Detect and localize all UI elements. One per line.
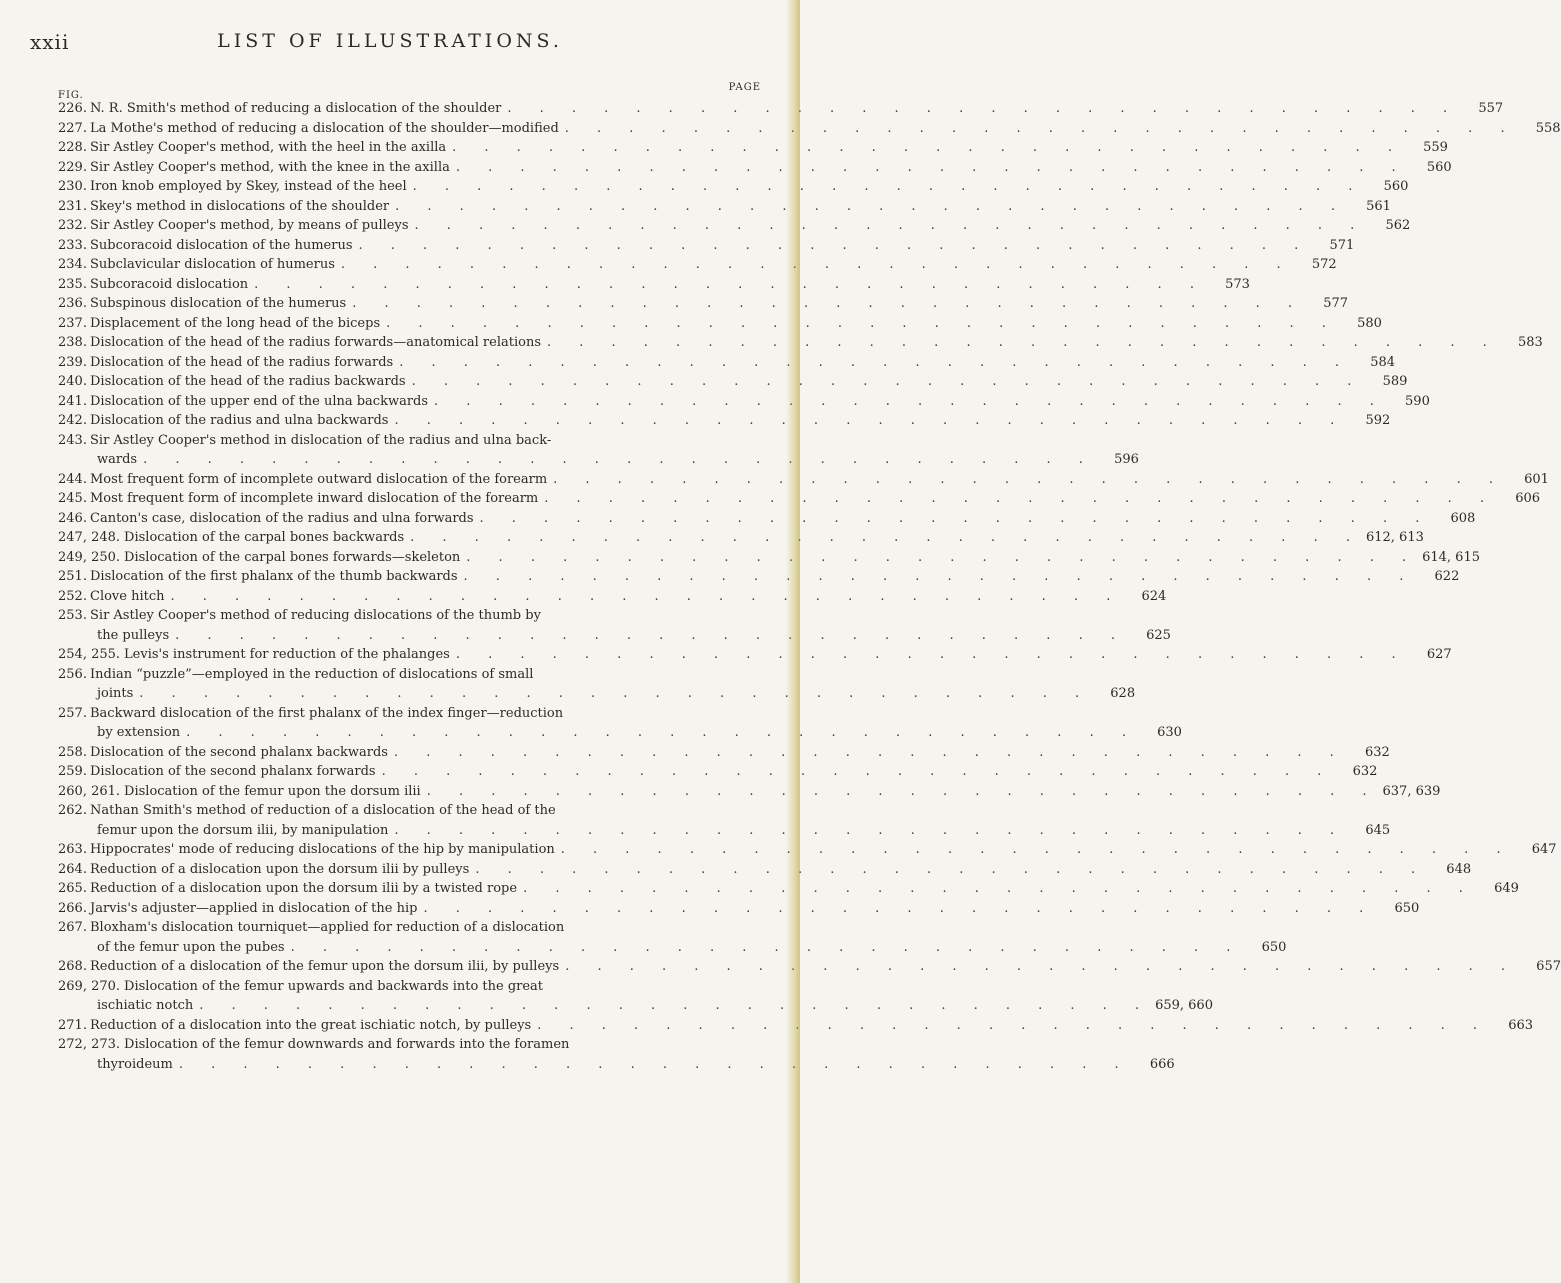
page-header: [30, 28, 750, 58]
page-reference: 627: [1426, 647, 1452, 662]
figure-number: 227.: [58, 120, 87, 136]
list-item: [58, 296, 1349, 316]
list-item-line: [58, 510, 1476, 531]
figure-number: 252.: [58, 588, 87, 604]
dot-leader: [353, 238, 1311, 253]
list-item-line: [58, 1037, 761, 1057]
dot-leader: [248, 277, 1206, 292]
page-reference: 583: [1517, 335, 1543, 350]
list-item: [58, 159, 1452, 180]
list-item: [58, 588, 1167, 609]
list-item-line: [58, 706, 761, 726]
page-reference: 666: [1149, 1056, 1175, 1072]
figure-caption: Jarvis's adjuster—applied in dislocation of the hip: [90, 900, 418, 916]
figure-caption: Reduction of a dislocation into the great ischiatic notch, by pulleys: [90, 1017, 532, 1033]
list-item: [58, 666, 1136, 706]
figure-caption: Hippocrates' mode of reducing dislocations of the hip by manipulation: [90, 842, 555, 857]
figure-number: 231.: [58, 198, 87, 214]
figure-number: 237.: [58, 315, 87, 331]
page-reference: 577: [1323, 296, 1349, 311]
list-item-line: [58, 276, 1250, 297]
figure-caption: the pulleys: [97, 627, 170, 643]
list-item: [58, 491, 1541, 511]
figure-caption: Dislocation of the radius and ulna backwards: [90, 413, 389, 428]
figure-number: 266.: [58, 900, 87, 916]
figure-caption: Dislocation of the first phalanx of the thumb backwards: [90, 569, 458, 584]
page-reference: 663: [1508, 1017, 1534, 1033]
list-item-line: [58, 120, 1561, 141]
dot-leader: [376, 764, 1334, 779]
page-reference: 625: [1146, 627, 1171, 643]
figure-number: 226.: [58, 101, 87, 116]
page-reference: 628: [1110, 686, 1136, 701]
figure-number: 233.: [58, 237, 87, 253]
page-reference: 649: [1494, 881, 1519, 896]
list-item: [58, 257, 1337, 277]
figure-caption: Dislocation of the head of the radius forwards—anatomical relations: [90, 335, 541, 350]
dot-leader: [409, 218, 1367, 233]
dot-leader: [428, 394, 1386, 409]
page-reference: 606: [1515, 491, 1541, 506]
list-item-line: [58, 667, 761, 687]
figure-caption: Dislocation of the upper end of the ulna backwards: [90, 393, 429, 409]
list-item: [58, 140, 1448, 160]
dot-leader: [388, 413, 1346, 428]
figure-caption: Nathan Smith's method of reduction of a dislocation of the head of the: [90, 803, 556, 818]
dot-leader: [393, 355, 1351, 370]
figure-caption: Dislocation of the second phalanx forwards: [90, 764, 376, 779]
figure-number: 229.: [58, 159, 87, 175]
list-item-line: [58, 822, 1391, 843]
figure-caption: Dislocation of the femur downwards and forwards into the foramen: [124, 1037, 570, 1052]
page-reference: 572: [1311, 257, 1337, 272]
figure-caption: thyroideum: [97, 1056, 173, 1072]
page-reference: 601: [1524, 471, 1549, 487]
figure-caption: Subspinous dislocation of the humerus: [90, 296, 347, 311]
figure-number: 234.: [58, 257, 87, 272]
page-reference: 596: [1114, 452, 1139, 467]
list-item: [58, 842, 1557, 862]
figure-caption: Iron knob employed by Skey, instead of the heel: [90, 179, 407, 194]
list-item: [58, 374, 1408, 394]
list-item-line: [58, 237, 1355, 258]
list-item: [58, 959, 1561, 979]
list-item: [58, 335, 1543, 355]
figure-caption: Reduction of a dislocation upon the dorsum ilii by a twisted rope: [90, 881, 518, 896]
figure-number: 253.: [58, 608, 87, 623]
dot-leader: [417, 901, 1375, 916]
list-item: [58, 510, 1476, 531]
list-item: [58, 900, 1420, 921]
list-item: [58, 530, 1424, 550]
figure-number: 230.: [58, 179, 87, 194]
dot-leader: [531, 1018, 1489, 1033]
list-item-line: [58, 686, 1136, 706]
dot-leader: [173, 1057, 1131, 1072]
figure-number: 246.: [58, 510, 87, 526]
page-reference: 657: [1536, 959, 1561, 974]
dot-leader: [169, 628, 1127, 643]
page-reference: 647: [1531, 842, 1557, 857]
dot-leader: [346, 296, 1304, 311]
figure-caption: Sir Astley Cooper's method, with the knee in the axilla: [90, 159, 450, 175]
fig-column-label: FIG.: [58, 90, 84, 101]
figure-number: 258.: [58, 744, 87, 760]
figure-number: 268.: [58, 959, 87, 974]
dot-leader: [559, 121, 1517, 136]
dot-leader: [460, 550, 1418, 565]
dot-leader: [389, 199, 1347, 214]
list-item-line: [58, 725, 1182, 745]
figure-number: 238.: [58, 335, 87, 350]
figure-number: 264.: [58, 861, 87, 877]
list-item: [58, 744, 1390, 765]
list-item-line: [58, 803, 761, 823]
list-item-line: [58, 959, 1561, 979]
list-item: [58, 276, 1250, 297]
figure-caption: femur upon the dorsum ilii, by manipulation: [97, 822, 389, 838]
dot-leader: [538, 491, 1496, 506]
list-item: [58, 705, 1182, 745]
dot-leader: [446, 140, 1404, 155]
figure-number: 251.: [58, 569, 87, 584]
page-reference: 573: [1225, 276, 1250, 292]
page-reference: 630: [1157, 725, 1182, 740]
list-item: [58, 881, 1519, 901]
list-item-line: [58, 1056, 1175, 1077]
list-item-line: [58, 861, 1472, 882]
list-item-line: [58, 257, 1337, 277]
list-item: [58, 764, 1378, 784]
list-item-line: [58, 588, 1167, 609]
list-item-line: [58, 764, 1378, 784]
list-item-line: [58, 744, 1390, 765]
figure-caption: Dislocation of the second phalanx backwards: [90, 744, 388, 760]
list-item: [58, 413, 1391, 433]
list-item-line: [58, 433, 761, 453]
figure-caption: Displacement of the long head of the biceps: [90, 315, 381, 331]
figure-caption: Skey's method in dislocations of the shoulder: [90, 198, 390, 214]
figure-number: 244.: [58, 471, 87, 487]
list-item: [58, 218, 1411, 238]
list-item-line: [58, 627, 1171, 648]
page-reference: 559: [1423, 140, 1448, 155]
figure-number: 240.: [58, 374, 87, 389]
page-reference: 561: [1366, 198, 1391, 214]
list-item-line: [58, 101, 1504, 121]
list-item-line: [58, 783, 1441, 804]
page-reference: 589: [1382, 374, 1408, 389]
figure-caption: joints: [97, 686, 134, 701]
figure-caption: La Mothe's method of reducing a dislocation of the shoulder—modified: [90, 120, 559, 136]
illustrations-list: [58, 101, 1561, 1076]
figure-number: 265.: [58, 881, 87, 896]
dot-leader: [517, 881, 1475, 896]
page-reference: 571: [1329, 237, 1355, 253]
figure-caption: Subclavicular dislocation of humerus: [90, 257, 335, 272]
figure-number: 254, 255.: [58, 647, 121, 662]
page-reference: 637, 639: [1382, 783, 1441, 799]
dot-leader: [421, 784, 1379, 799]
dot-leader: [458, 569, 1416, 584]
list-item-line: [58, 374, 1408, 394]
figure-number: 259.: [58, 764, 87, 779]
figure-number: 241.: [58, 393, 87, 409]
figure-caption: Bloxham's dislocation tourniquet—applied for reduction of a dislocation: [90, 920, 565, 935]
dot-leader: [450, 160, 1408, 175]
page-reference: 650: [1394, 900, 1420, 916]
dot-leader: [137, 452, 1095, 467]
dot-leader: [404, 530, 1362, 545]
figure-number: 247, 248.: [58, 530, 121, 545]
list-item-line: [58, 315, 1382, 336]
list-item: [58, 647, 1452, 667]
list-item-line: [58, 939, 1287, 960]
list-item-line: [58, 881, 1519, 901]
figure-caption: Dislocation of the carpal bones forwards—skeleton: [124, 549, 461, 565]
figure-caption: Canton's case, dislocation of the radius and ulna forwards: [90, 510, 474, 526]
list-item: [58, 783, 1441, 804]
list-item: [58, 978, 1213, 1018]
list-item-line: [58, 452, 1139, 472]
page-reference: 562: [1385, 218, 1411, 233]
list-item: [58, 569, 1460, 589]
dot-leader: [388, 745, 1346, 760]
figure-number: 262.: [58, 803, 87, 818]
figure-number: 236.: [58, 296, 87, 311]
list-item-line: [58, 140, 1448, 160]
figure-caption: Levis's instrument for reduction of the phalanges: [124, 647, 450, 662]
figure-caption: ischiatic notch: [97, 998, 194, 1013]
list-item-line: [58, 218, 1411, 238]
figure-caption: Dislocation of the femur upwards and backwards into the great: [124, 978, 544, 994]
page-reference: 632: [1364, 744, 1390, 760]
list-item: [58, 1037, 1175, 1076]
figure-caption: by extension: [97, 725, 181, 740]
list-item: [58, 120, 1561, 141]
page-reference: 560: [1426, 159, 1452, 175]
figure-caption: Dislocation of the femur upon the dorsum ilii: [124, 783, 421, 799]
page-reference: 632: [1352, 764, 1378, 779]
list-item: [58, 920, 1287, 959]
list-item-line: [58, 647, 1452, 667]
list-item-line: [58, 608, 761, 628]
page-reference: 612, 613: [1365, 530, 1424, 545]
list-item-line: [58, 549, 1480, 570]
dot-leader: [469, 862, 1427, 877]
list-item-line: [58, 296, 1349, 316]
figure-number: 260, 261.: [58, 783, 121, 799]
page-reference: 650: [1261, 939, 1287, 955]
list-item: [58, 315, 1382, 336]
dot-leader: [501, 101, 1459, 116]
dot-leader: [380, 316, 1338, 331]
figure-number: 256.: [58, 666, 87, 682]
list-item-line: [58, 413, 1391, 433]
list-item: [58, 471, 1549, 492]
page-reference: 608: [1450, 510, 1476, 526]
dot-leader: [450, 647, 1408, 662]
page-reference: 558: [1535, 120, 1561, 136]
dot-leader: [406, 374, 1364, 389]
figure-caption: Reduction of a dislocation upon the dorsum ilii by pulleys: [90, 861, 470, 877]
figure-number: 245.: [58, 491, 87, 506]
figure-caption: Most frequent form of incomplete outward dislocation of the forearm: [90, 471, 548, 487]
figure-caption: Dislocation of the head of the radius backwards: [90, 374, 406, 389]
page-reference: 659, 660: [1155, 998, 1213, 1013]
list-item-line: [58, 979, 761, 999]
running-title: LIST OF ILLUSTRATIONS.: [217, 30, 563, 52]
list-item: [58, 608, 1171, 647]
figure-caption: Subcoracoid dislocation of the humerus: [90, 237, 353, 253]
list-item-line: [58, 335, 1543, 355]
page-column-label: PAGE: [728, 82, 761, 93]
figure-caption: Sir Astley Cooper's method in dislocation of the radius and ulna back-: [90, 432, 552, 448]
list-item-line: [58, 530, 1424, 550]
figure-number: 239.: [58, 354, 87, 370]
list-item-line: [58, 920, 761, 940]
list-item: [58, 861, 1472, 882]
figure-caption: Sir Astley Cooper's method, by means of pulleys: [90, 218, 409, 233]
list-item-line: [58, 569, 1460, 589]
list-item: [58, 354, 1396, 375]
figure-number: 263.: [58, 842, 87, 857]
figure-caption: Most frequent form of incomplete inward dislocation of the forearm: [90, 491, 539, 506]
list-item: [58, 179, 1409, 199]
list-item: [58, 549, 1480, 570]
dot-leader: [407, 179, 1365, 194]
figure-caption: Dislocation of the head of the radius forwards: [90, 354, 394, 370]
dot-leader: [547, 472, 1505, 487]
page-reference: 624: [1141, 588, 1167, 604]
figure-number: 228.: [58, 140, 87, 155]
list-item-line: [58, 842, 1557, 862]
page-reference: 614, 615: [1422, 549, 1480, 565]
page-edge: [786, 0, 800, 1283]
list-item-line: [58, 179, 1409, 199]
figure-caption: Subcoracoid dislocation: [90, 276, 249, 292]
list-item: [58, 1017, 1534, 1038]
figure-caption: wards: [97, 452, 138, 467]
list-item-line: [58, 393, 1430, 414]
figure-number: 242.: [58, 413, 87, 428]
dot-leader: [193, 998, 1151, 1013]
figure-number: 235.: [58, 276, 87, 292]
list-item-line: [58, 998, 1213, 1018]
figure-caption: N. R. Smith's method of reducing a dislocation of the shoulder: [90, 101, 502, 116]
page-number: xxii: [30, 30, 70, 54]
figure-caption: Dislocation of the carpal bones backwards: [124, 530, 405, 545]
list-item-line: [58, 491, 1541, 511]
figure-number: 269, 270.: [58, 978, 121, 994]
figure-caption: Backward dislocation of the first phalanx of the index finger—reduction: [90, 705, 564, 721]
figure-caption: Clove hitch: [90, 588, 165, 604]
page-reference: 584: [1370, 354, 1396, 370]
page-reference: 622: [1434, 569, 1460, 584]
figure-number: 243.: [58, 432, 87, 448]
list-item-line: [58, 198, 1391, 219]
figure-number: 272, 273.: [58, 1037, 121, 1052]
list-item-line: [58, 900, 1420, 921]
list-item: [58, 198, 1391, 219]
figure-caption: Indian “puzzle”—employed in the reduction of dislocations of small: [90, 666, 534, 682]
dot-leader: [541, 335, 1499, 350]
dot-leader: [133, 686, 1091, 701]
column-labels: [58, 82, 761, 102]
figure-caption: Sir Astley Cooper's method of reducing dislocations of the thumb by: [90, 608, 541, 623]
figure-number: 267.: [58, 920, 87, 935]
list-item: [58, 393, 1430, 414]
page-reference: 648: [1446, 861, 1472, 877]
dot-leader: [285, 940, 1243, 955]
figure-number: 271.: [58, 1017, 87, 1033]
list-item: [58, 803, 1391, 842]
figure-number: 232.: [58, 218, 87, 233]
dot-leader: [474, 511, 1432, 526]
dot-leader: [559, 959, 1517, 974]
page-reference: 645: [1365, 822, 1391, 838]
figure-caption: Reduction of a dislocation of the femur upon the dorsum ilii, by pulleys: [90, 959, 560, 974]
page-reference: 592: [1365, 413, 1391, 428]
list-item: [58, 432, 1139, 472]
list-item-line: [58, 354, 1396, 375]
list-item-line: [58, 471, 1549, 492]
list-item: [58, 101, 1504, 121]
dot-leader: [180, 725, 1138, 740]
page-reference: 560: [1383, 179, 1409, 194]
page-reference: 580: [1357, 315, 1382, 331]
list-item-line: [58, 1017, 1534, 1038]
dot-leader: [388, 823, 1346, 838]
dot-leader: [165, 589, 1123, 604]
figure-number: 257.: [58, 705, 87, 721]
figure-caption: of the femur upon the pubes: [97, 939, 285, 955]
page-reference: 590: [1405, 393, 1430, 409]
dot-leader: [335, 257, 1293, 272]
dot-leader: [555, 842, 1513, 857]
list-item-line: [58, 159, 1452, 180]
list-item: [58, 237, 1355, 258]
figure-number: 249, 250.: [58, 549, 121, 565]
page-reference: 557: [1478, 101, 1504, 116]
figure-caption: Sir Astley Cooper's method, with the heel in the axilla: [90, 140, 447, 155]
